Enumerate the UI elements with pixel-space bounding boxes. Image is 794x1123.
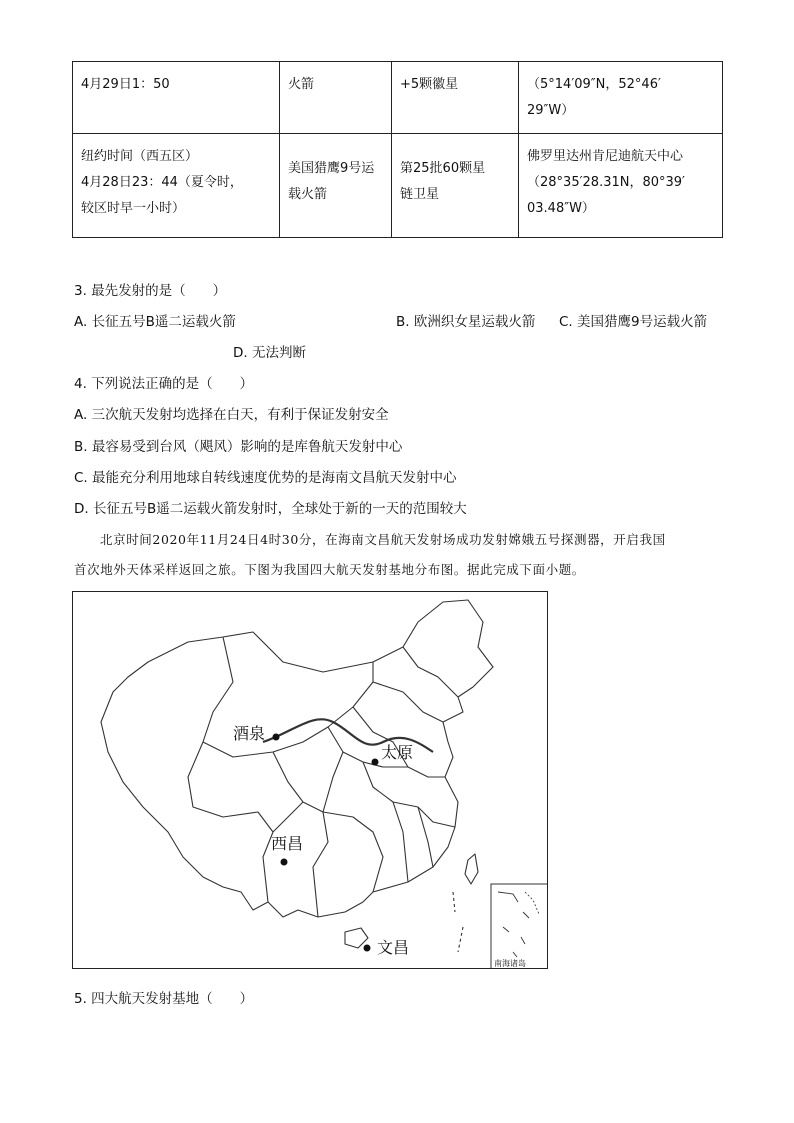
map-drawing (73, 592, 548, 969)
taiwan-island (465, 854, 478, 884)
question-4-option-d: D. 长征五号B遥二运载火箭发射时，全球处于新的一天的范围较大 (74, 501, 467, 517)
question-4-option-c: C. 最能充分利用地球自转线速度优势的是海南文昌航天发射中心 (74, 470, 457, 486)
table-cell: 第25批60颗星 链卫星 (392, 134, 519, 238)
province-border (393, 802, 455, 827)
hainan-island (345, 928, 368, 948)
table-cell: 火箭 (280, 62, 392, 134)
south-china-sea-inset (491, 884, 548, 969)
province-border (418, 807, 433, 867)
question-3-option-a: A. 长征五号B遥二运载火箭 (74, 314, 236, 330)
wenchang-label: 文昌 (377, 938, 410, 957)
xichang-marker (281, 859, 288, 866)
province-border (403, 647, 458, 697)
taiyuan-label: 太原 (381, 743, 414, 762)
taiyuan-marker (372, 759, 379, 766)
table-cell: 4月29日1：50 (73, 62, 280, 134)
table-row (73, 62, 723, 134)
table-cell: 佛罗里达州肯尼迪航天中心 （28°35′28.31N，80°39′ 03.48″W） (519, 134, 723, 238)
table-cell: （5°14′09″N，52°46′ 29″W） (519, 62, 723, 134)
province-border (203, 637, 373, 757)
table-row (73, 134, 723, 238)
province-border (323, 752, 343, 812)
province-border (363, 762, 408, 767)
province-border (188, 742, 273, 902)
province-border (323, 812, 383, 892)
question-4-option-b: B. 最容易受到台风（飓风）影响的是库鲁航天发射中心 (74, 439, 403, 455)
question-3-option-b: B. 欧洲织女星运载火箭 (396, 314, 536, 330)
question-4-stem: 4. 下列说法正确的是（ ） (74, 376, 254, 392)
jiuquan-marker (273, 734, 280, 741)
wenchang-marker (364, 945, 371, 952)
question-3-stem: 3. 最先发射的是（ ） (74, 283, 227, 299)
table-cell: +5颗徽星 (392, 62, 519, 134)
xichang-label: 西昌 (271, 834, 304, 853)
table-cell: 美国猎鹰9号运 载火箭 (280, 134, 392, 238)
country-outline (101, 600, 493, 917)
passage-line-2: 首次地外天体采样返回之旅。下图为我国四大航天发射基地分布图。据此完成下面小题。 (74, 562, 585, 577)
inset-label: 南海诸岛 (494, 959, 526, 968)
table-cell: 纽约时间（西五区） 4月28日23：44（夏令时， 较区时早一小时） (73, 134, 280, 238)
passage-line-1: 北京时间2020年11月24日4时30分，在海南文昌航天发射场成功发射嫦娥五号探测器，开启我国 (100, 532, 666, 547)
question-5-stem: 5. 四大航天发射基地（ ） (74, 991, 254, 1007)
question-3-option-d: D. 无法判断 (233, 345, 306, 361)
jiuquan-label: 酒泉 (233, 724, 266, 743)
province-border (373, 682, 443, 722)
question-3-option-c: C. 美国猎鹰9号运载火箭 (559, 314, 708, 330)
launch-info-table (72, 61, 723, 238)
question-4-option-a: A. 三次航天发射均选择在白天，有利于保证发射安全 (74, 407, 389, 423)
china-launch-sites-map (72, 591, 548, 969)
province-border (273, 802, 303, 832)
